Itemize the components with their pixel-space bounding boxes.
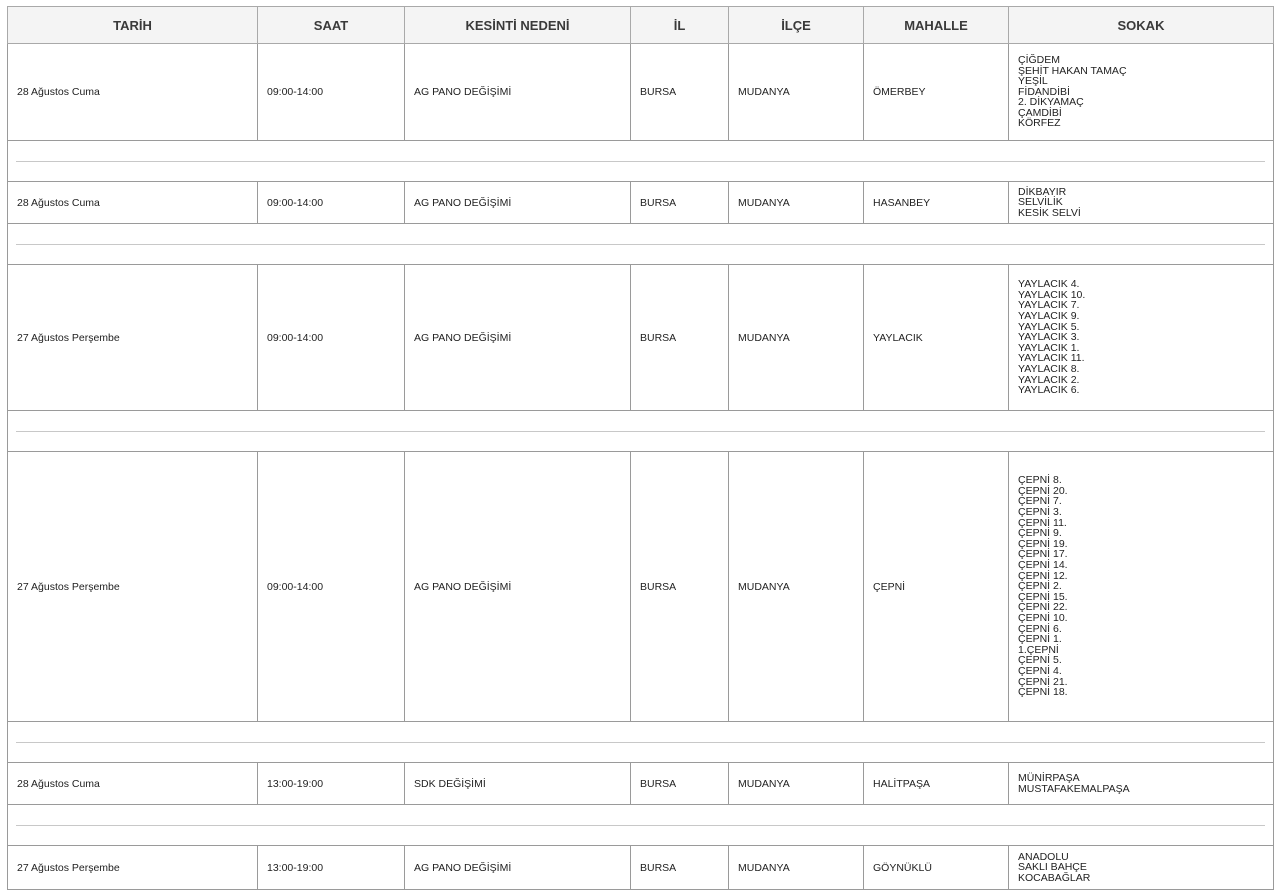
cell-tarih: 28 Ağustos Cuma	[8, 763, 258, 805]
street-name: DİKBAYIR	[1018, 185, 1067, 198]
cell-ilce: MUDANYA	[729, 452, 864, 722]
cell-tarih: 27 Ağustos Perşembe	[8, 846, 258, 890]
table-row	[8, 182, 1274, 224]
cell-tarih: 27 Ağustos Perşembe	[8, 452, 258, 722]
table-row	[8, 265, 1274, 411]
cell-mahalle: ÇEPNİ	[864, 452, 1009, 722]
street-name: ÇEPNİ 12.	[1018, 569, 1068, 582]
street-name: ÇEPNİ 21.	[1018, 675, 1068, 688]
separator-row	[8, 224, 1274, 265]
separator-line	[16, 825, 1265, 826]
cell-saat: 13:00-19:00	[258, 846, 405, 890]
street-name: YAYLACIK 10.	[1018, 288, 1086, 301]
street-name: ÇEPNİ 2.	[1018, 580, 1062, 593]
separator-row	[8, 141, 1274, 182]
street-name: ÇEPNİ 17.	[1018, 548, 1068, 561]
street-name: ÇEPNİ 5.	[1018, 654, 1062, 667]
cell-ilce: MUDANYA	[729, 44, 864, 141]
street-name: ÇEPNİ 20.	[1018, 484, 1068, 497]
street-name: SAKLI BAHÇE	[1018, 861, 1087, 874]
header-saat[interactable]: SAAT	[258, 7, 405, 44]
header-mahalle[interactable]: MAHALLE	[864, 7, 1009, 44]
street-name: YAYLACIK 6.	[1018, 384, 1080, 397]
street-name: ANADOLU	[1018, 850, 1069, 863]
separator-line	[16, 244, 1265, 245]
street-name: ÇEPNİ 14.	[1018, 559, 1068, 572]
street-name: MUSTAFAKEMALPAŞA	[1018, 782, 1130, 795]
cell-saat: 09:00-14:00	[258, 44, 405, 141]
cell-ilce: MUDANYA	[729, 763, 864, 805]
table-row	[8, 763, 1274, 805]
cell-neden: AG PANO DEĞİŞİMİ	[405, 452, 631, 722]
cell-ilce: MUDANYA	[729, 182, 864, 224]
street-name: YAYLACIK 8.	[1018, 362, 1080, 375]
street-name: ÇAMDİBİ	[1018, 106, 1062, 119]
street-name: ÇEPNİ 15.	[1018, 590, 1068, 603]
cell-ilce: MUDANYA	[729, 265, 864, 411]
separator-cell	[8, 141, 1274, 182]
cell-ilce: MUDANYA	[729, 846, 864, 890]
cell-tarih: 27 Ağustos Perşembe	[8, 265, 258, 411]
separator-cell	[8, 722, 1274, 763]
separator-line	[16, 742, 1265, 743]
cell-tarih: 28 Ağustos Cuma	[8, 44, 258, 141]
cell-il: BURSA	[631, 265, 729, 411]
outage-table	[7, 6, 1274, 890]
street-name: ÇİĞDEM	[1018, 53, 1060, 66]
header-ilce[interactable]: İLÇE	[729, 7, 864, 44]
street-name: ÇEPNİ 4.	[1018, 664, 1062, 677]
street-name: ÇEPNİ 18.	[1018, 686, 1068, 699]
street-name: ŞEHİT HAKAN TAMAÇ	[1018, 64, 1127, 77]
street-name: 1.ÇEPNİ	[1018, 643, 1059, 656]
cell-sokak	[1009, 182, 1274, 224]
separator-line	[16, 431, 1265, 432]
header-tarih[interactable]: TARİH	[8, 7, 258, 44]
street-name: YAYLACIK 3.	[1018, 331, 1080, 344]
cell-il: BURSA	[631, 846, 729, 890]
cell-sokak	[1009, 846, 1274, 890]
street-name: KÖRFEZ	[1018, 117, 1061, 130]
cell-saat: 09:00-14:00	[258, 452, 405, 722]
cell-il: BURSA	[631, 182, 729, 224]
cell-il: BURSA	[631, 452, 729, 722]
street-name: ÇEPNİ 8.	[1018, 474, 1062, 487]
cell-mahalle: ÖMERBEY	[864, 44, 1009, 141]
street-name: 2. DİKYAMAÇ	[1018, 96, 1084, 109]
separator-row	[8, 722, 1274, 763]
street-name: YAYLACIK 11.	[1018, 352, 1085, 365]
separator-row	[8, 411, 1274, 452]
street-name: YAYLACIK 2.	[1018, 373, 1080, 386]
street-name: YAYLACIK 5.	[1018, 320, 1080, 333]
cell-mahalle: HASANBEY	[864, 182, 1009, 224]
street-name: ÇEPNİ 10.	[1018, 611, 1068, 624]
street-name: YAYLACIK 1.	[1018, 341, 1080, 354]
separator-cell	[8, 411, 1274, 452]
street-name: ÇEPNİ 3.	[1018, 506, 1062, 519]
separator-row	[8, 805, 1274, 846]
street-name: ÇEPNİ 6.	[1018, 622, 1062, 635]
cell-mahalle: YAYLACIK	[864, 265, 1009, 411]
table-header-row	[8, 7, 1274, 44]
street-name: ÇEPNİ 1.	[1018, 633, 1062, 646]
cell-neden: AG PANO DEĞİŞİMİ	[405, 44, 631, 141]
table-row	[8, 846, 1274, 890]
street-name: SELVİLİK	[1018, 196, 1063, 209]
table-row	[8, 44, 1274, 141]
street-name: ÇEPNİ 22.	[1018, 601, 1068, 614]
cell-mahalle: GÖYNÜKLÜ	[864, 846, 1009, 890]
cell-mahalle: HALİTPAŞA	[864, 763, 1009, 805]
header-sokak[interactable]: SOKAK	[1009, 7, 1274, 44]
cell-sokak	[1009, 265, 1274, 411]
cell-tarih: 28 Ağustos Cuma	[8, 182, 258, 224]
cell-saat: 13:00-19:00	[258, 763, 405, 805]
street-name: ÇEPNİ 19.	[1018, 537, 1068, 550]
cell-neden: AG PANO DEĞİŞİMİ	[405, 846, 631, 890]
street-name: YAYLACIK 7.	[1018, 299, 1080, 312]
cell-neden: SDK DEĞİŞİMİ	[405, 763, 631, 805]
cell-il: BURSA	[631, 44, 729, 141]
street-name: YAYLACIK 9.	[1018, 310, 1080, 323]
cell-il: BURSA	[631, 763, 729, 805]
street-name: FİDANDİBİ	[1018, 85, 1070, 98]
street-name: YEŞİL	[1018, 75, 1048, 88]
separator-line	[16, 161, 1265, 162]
separator-cell	[8, 805, 1274, 846]
street-name: MÜNİRPAŞA	[1018, 771, 1080, 784]
street-name: KOCABAĞLAR	[1018, 871, 1091, 884]
cell-saat: 09:00-14:00	[258, 265, 405, 411]
cell-sokak	[1009, 763, 1274, 805]
street-name: ÇEPNİ 7.	[1018, 495, 1062, 508]
cell-neden: AG PANO DEĞİŞİMİ	[405, 265, 631, 411]
street-name: KESİK SELVİ	[1018, 206, 1081, 219]
street-name: YAYLACIK 4.	[1018, 278, 1080, 291]
street-name: ÇEPNİ 11.	[1018, 516, 1067, 529]
cell-sokak	[1009, 452, 1274, 722]
table-row	[8, 452, 1274, 722]
separator-cell	[8, 224, 1274, 265]
outage-table-container	[7, 6, 1273, 890]
table-body	[8, 44, 1274, 890]
street-name: ÇEPNİ 9.	[1018, 527, 1062, 540]
cell-saat: 09:00-14:00	[258, 182, 405, 224]
header-kesinti-nedeni[interactable]: KESİNTİ NEDENİ	[405, 7, 631, 44]
cell-sokak	[1009, 44, 1274, 141]
header-il[interactable]: İL	[631, 7, 729, 44]
cell-neden: AG PANO DEĞİŞİMİ	[405, 182, 631, 224]
